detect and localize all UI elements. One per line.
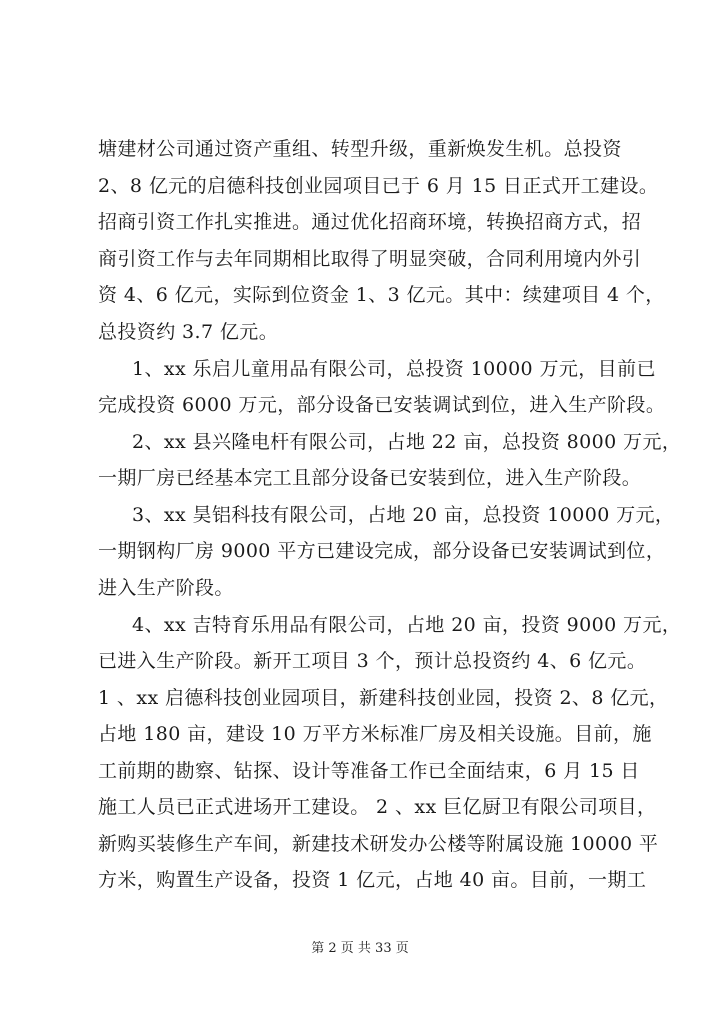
text-line: 1 、xx 启德科技创业园项目，新建科技创业园，投资 2、8 亿元， bbox=[98, 687, 669, 709]
text-line: 商引资工作与去年同期相比取得了明显突破，合同利用境内外引 bbox=[98, 248, 642, 270]
text-line: 3、xx 昊铝科技有限公司，占地 20 亩，总投资 10000 万元， bbox=[132, 504, 675, 526]
text-line: 工前期的勘察、钻探、设计等准备工作已全面结束，6 月 15 日 bbox=[98, 760, 640, 782]
text-line: 招商引资工作扎实推进。通过优化招商环境，转换招商方式，招 bbox=[98, 211, 642, 233]
page-number-footer: 第 2 页 共 33 页 bbox=[311, 941, 409, 956]
text-line: 施工人员已正式进场开工建设。 2 、xx 巨亿厨卫有限公司项目， bbox=[98, 796, 657, 818]
text-line: 新购买装修生产车间，新建技术研发办公楼等附属设施 10000 平 bbox=[98, 833, 659, 855]
text-line: 完成投资 6000 万元，部分设备已安装调试到位，进入生产阶段。 bbox=[98, 394, 666, 416]
text-line: 占地 180 亩，建设 10 万平方米标准厂房及相关设施。目前，施 bbox=[98, 723, 652, 745]
text-line: 塘建材公司通过资产重组、转型升级，重新焕发生机。总投资 bbox=[98, 138, 622, 160]
text-line: 资 4、6 亿元，实际到位资金 1、3 亿元。其中：续建项目 4 个， bbox=[98, 284, 665, 306]
text-line: 2、8 亿元的启德科技创业园项目已于 6 月 15 日正式开工建设。 bbox=[98, 175, 659, 197]
text-line: 一期厂房已经基本完工且部分设备已安装到位，进入生产阶段。 bbox=[98, 467, 642, 489]
text-line: 已进入生产阶段。新开工项目 3 个，预计总投资约 4、6 亿元。 bbox=[98, 650, 647, 672]
text-line: 4、xx 吉特育乐用品有限公司，占地 20 亩，投资 9000 万元， bbox=[132, 614, 682, 636]
text-line: 一期钢构厂房 9000 平方已建设完成，部分设备已安装调试到位， bbox=[98, 540, 666, 562]
text-line: 进入生产阶段。 bbox=[98, 577, 234, 599]
text-line: 1、xx 乐启儿童用品有限公司，总投资 10000 万元，目前已 bbox=[132, 358, 656, 380]
text-line: 总投资约 3.7 亿元。 bbox=[98, 321, 279, 343]
text-line: 2、xx 县兴隆电杆有限公司，占地 22 亩，总投资 8000 万元， bbox=[132, 431, 682, 453]
text-line: 方米，购置生产设备，投资 1 亿元，占地 40 亩。目前，一期工 bbox=[98, 869, 647, 891]
